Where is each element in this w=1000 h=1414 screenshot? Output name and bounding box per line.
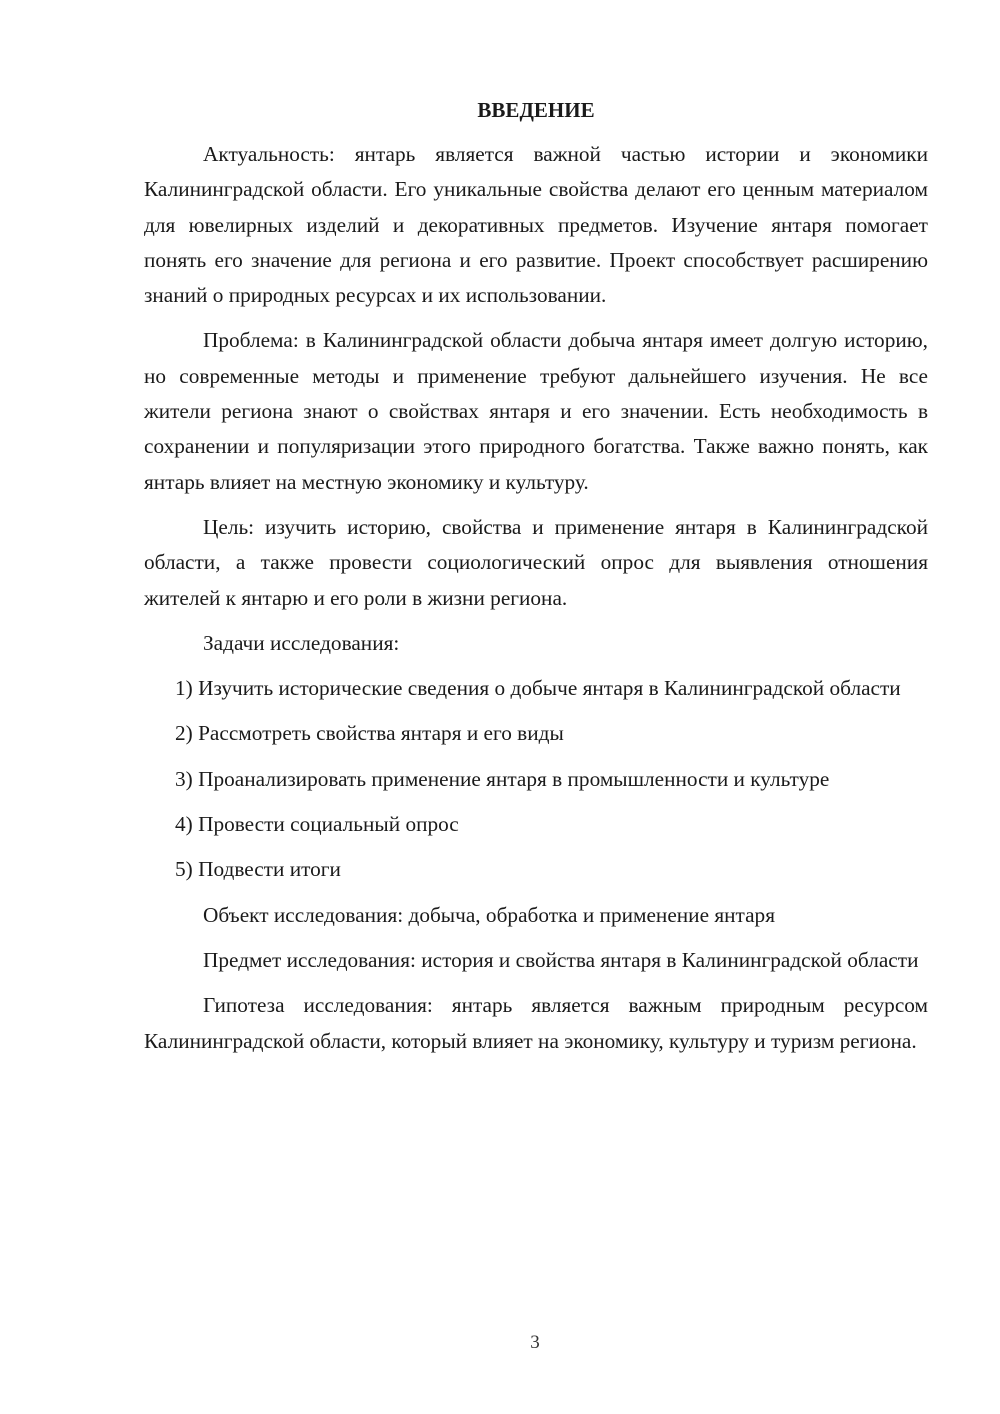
task-item-2: 2) Рассмотреть свойства янтаря и его виды — [175, 721, 564, 746]
page-number: 3 — [530, 1332, 540, 1353]
relevance-paragraph: Актуальность: янтарь является важной частью истории и экономики Калининградской области. Его уникальные свойства делают его ценным материалом для ювелирных изделий и декоративных предметов. Изучение янтаря помогает понять его значение для региона и его развитие. Проект способствует расширению знаний о природных ресурсах и их использовании. — [144, 142, 928, 308]
tasks-title: Задачи исследования: — [203, 630, 400, 655]
task-item-5: 5) Подвести итоги — [175, 857, 341, 882]
task-item-4: 4) Провести социальный опрос — [175, 812, 459, 837]
section-heading: ВВЕДЕНИЕ — [477, 98, 595, 122]
document-page — [144, 93, 928, 1069]
goal-paragraph: Цель: изучить историю, свойства и применение янтаря в Калининградской области, а также провести социологический опрос для выявления отношения жителей к янтарю и его роли в жизни региона. — [144, 514, 928, 610]
object-paragraph: Объект исследования: добыча, обработка и применение янтаря — [203, 902, 775, 927]
problem-paragraph: Проблема: в Калининградской области добыча янтаря имеет долгую историю, но современные методы и применение требуют дальнейшего изучения. Не все жители региона знают о свойствах янтаря и его значении. Есть необходимость в сохранении и популяризации этого природного богатства. Также важно понять, как янтарь влияет на местную экономику и культуру. — [144, 328, 928, 494]
hypothesis-paragraph: Гипотеза исследования: янтарь является важным природным ресурсом Калининградской области, который влияет на экономику, культуру и туризм региона. — [144, 993, 928, 1053]
task-item-1: 1) Изучить исторические сведения о добыче янтаря в Калининградской области — [175, 676, 901, 701]
subject-paragraph: Предмет исследования: история и свойства янтаря в Калининградской области — [203, 947, 919, 972]
task-item-3: 3) Проанализировать применение янтаря в промышленности и культуре — [175, 766, 830, 791]
